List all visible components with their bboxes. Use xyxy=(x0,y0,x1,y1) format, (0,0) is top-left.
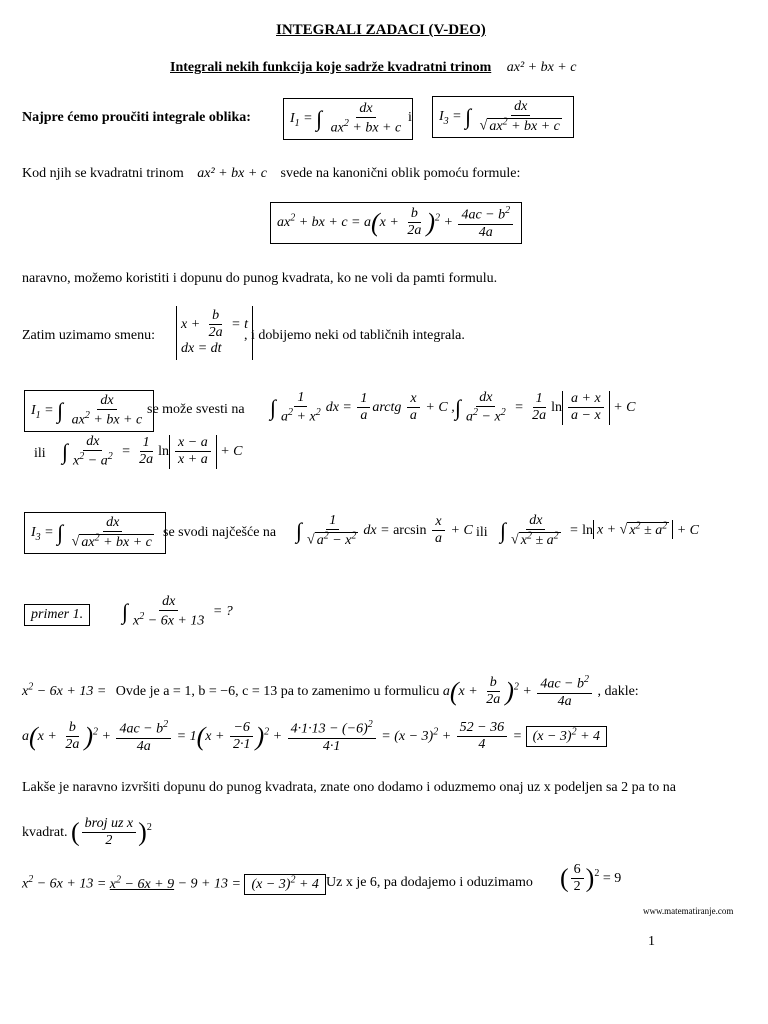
website: www.matematiranje.com xyxy=(643,906,734,916)
formula-i3-box-2: $I_3$ = ∫ $\frac{dx}{√ ax^2 + bx + c}$ xyxy=(24,512,166,554)
i1-text: se može svesti na xyxy=(147,402,245,417)
naravno-text: naravno, možemo koristiti i dopunu do punog kvadrata, ko ne voli da pamti formulu. xyxy=(22,271,498,286)
uz-x-text: Uz x je 6, pa dodajemo i oduzimamo xyxy=(326,875,533,890)
formula-i3-box: $I_3$ = ∫ $\frac{dx}{√ ax^2 + bx + c}$ xyxy=(432,96,574,138)
lakse-text: Lakše je naravno izvršiti dopunu do punog kvadrata, znate ono dodamo i oduzmemo onaj uz x podeljen sa 2 pa to na xyxy=(22,780,676,795)
table-integral-arcsin: ∫ $\frac{1}{√ a^2 - x^2}$ dx = arcsin $\frac{x}{a}$ + C xyxy=(296,513,473,548)
uz-x-formula: ( $\frac{6}{2}$ )$^2$ = 9 xyxy=(560,862,622,895)
ili-1: ili xyxy=(34,446,46,461)
kod-line xyxy=(22,166,520,182)
kvadrat-text: kvadrat. xyxy=(22,824,68,840)
final-result-box: $(x - 3)^2 + 4$ xyxy=(244,874,325,895)
canonical-formula-box: $ax^2$ + bx + c = a(x + $\frac{b}{2a}$ )$^2$ + $\frac{4ac - b^2}{4a}$ xyxy=(270,202,522,244)
table-integral-ln3: ∫ $\frac{dx}{√ x^2 \pm a^2}$ = ln x + √ $x^2 \pm a^2 + C$ xyxy=(500,513,700,548)
connector-i: i xyxy=(408,110,412,125)
broj-uz-x: broj uz x xyxy=(82,816,136,833)
kod-text-2: svede na kanonični oblik pomoću formule: xyxy=(280,166,521,181)
i3-text: se svodi najčešće na xyxy=(163,525,277,540)
ovde-text: Ovde je a = 1, b = −6, c = 13 pa to zamenimo u formulicu xyxy=(115,684,440,700)
ovde-formula: a(x + $\frac{b}{2a}$ )$^2$ + $\frac{4ac - b^2}{4a}$ xyxy=(443,684,594,699)
formula-i1-box: $I_1$ = ∫ $\frac{dx}{ax^2 + bx + c}$ xyxy=(283,98,413,140)
zatim-text: Zatim uzimamo smenu: xyxy=(22,328,155,343)
page-number: 1 xyxy=(648,934,655,949)
subtitle-line xyxy=(170,60,576,76)
kvadrat-line: kvadrat. ( $\frac{\text{broj uz x}}{2}$ )$^2$ xyxy=(22,816,152,849)
intro-text: Najpre ćemo proučiti integrale oblika: xyxy=(22,110,251,125)
table-integral-ln2: ∫ $\frac{dx}{x^2 - a^2}$ = $\frac{1}{2a}$ ln $\frac{x - a}{x + a}$ + C xyxy=(62,434,243,469)
subtitle: Integrali nekih funkcija koje sadrže kvadratni trinom xyxy=(170,60,492,75)
ovde-line: $x^2 - 6x + 13$ = Ovde je a = 1, b = −6, c = 13 pa to zamenimo u formulicu a(x + $\frac{b}{2a}$ )$^2$ + $\frac{4ac - b^2}{4a}$ , dakle: xyxy=(22,674,639,709)
subtitle-trinom: ax² + bx + c xyxy=(506,60,577,75)
ili-2: ili xyxy=(476,525,488,540)
final-line: $x^2 - 6x + 13 = x^2 - 6x + 9 - 9 + 13 = (x - 3)^2 + 4$ xyxy=(22,874,326,893)
zatim-after: , i dobijemo neki od tabličnih integrala. xyxy=(244,328,465,343)
kod-text-1: Kod njih se kvadratni trinom xyxy=(22,166,184,181)
primer-integral: ∫ $\frac{dx}{x^2 - 6x + 13}$ = ? xyxy=(122,594,233,629)
primer-label: primer 1. xyxy=(24,604,90,626)
formula-i1-box-2: $I_1$ = ∫ $\frac{dx}{ax^2 + bx + c}$ xyxy=(24,390,154,432)
table-integral-ln1: ∫ $\frac{dx}{a^2 - x^2}$ = $\frac{1}{2a}$ ln $\frac{a + x}{a - x}$ + C xyxy=(455,390,636,425)
kod-trinom: ax² + bx + c xyxy=(197,166,267,181)
table-integral-arctg: ∫ $\frac{1}{a^2 + x^2}$ dx = $\frac{1}{a}$ arctg $\frac{x}{a}$ + C , xyxy=(270,390,455,425)
substitution-block: x + $\frac{b}{2a}$ = t dx = dt xyxy=(176,306,253,360)
computation-line: a(x + $\frac{b}{2a}$ )$^2$ + $\frac{4ac - b^2}{4a}$ = 1(x + $\frac{-6}{2\cdot 1}$ )$^2$ + $\frac{4\cdot 1\cdot 13 - (-6)^2}{4\cdot 1}$ = $(x - 3)^2$ + $\frac{52 - 36}{4}$ = $(x - 3)^2 + 4$ xyxy=(22,719,607,755)
dakle-text: , dakle: xyxy=(597,684,639,700)
computation-result-box: $(x - 3)^2 + 4$ xyxy=(526,726,607,747)
page-title: INTEGRALI ZADACI (V-DEO) xyxy=(276,22,486,38)
